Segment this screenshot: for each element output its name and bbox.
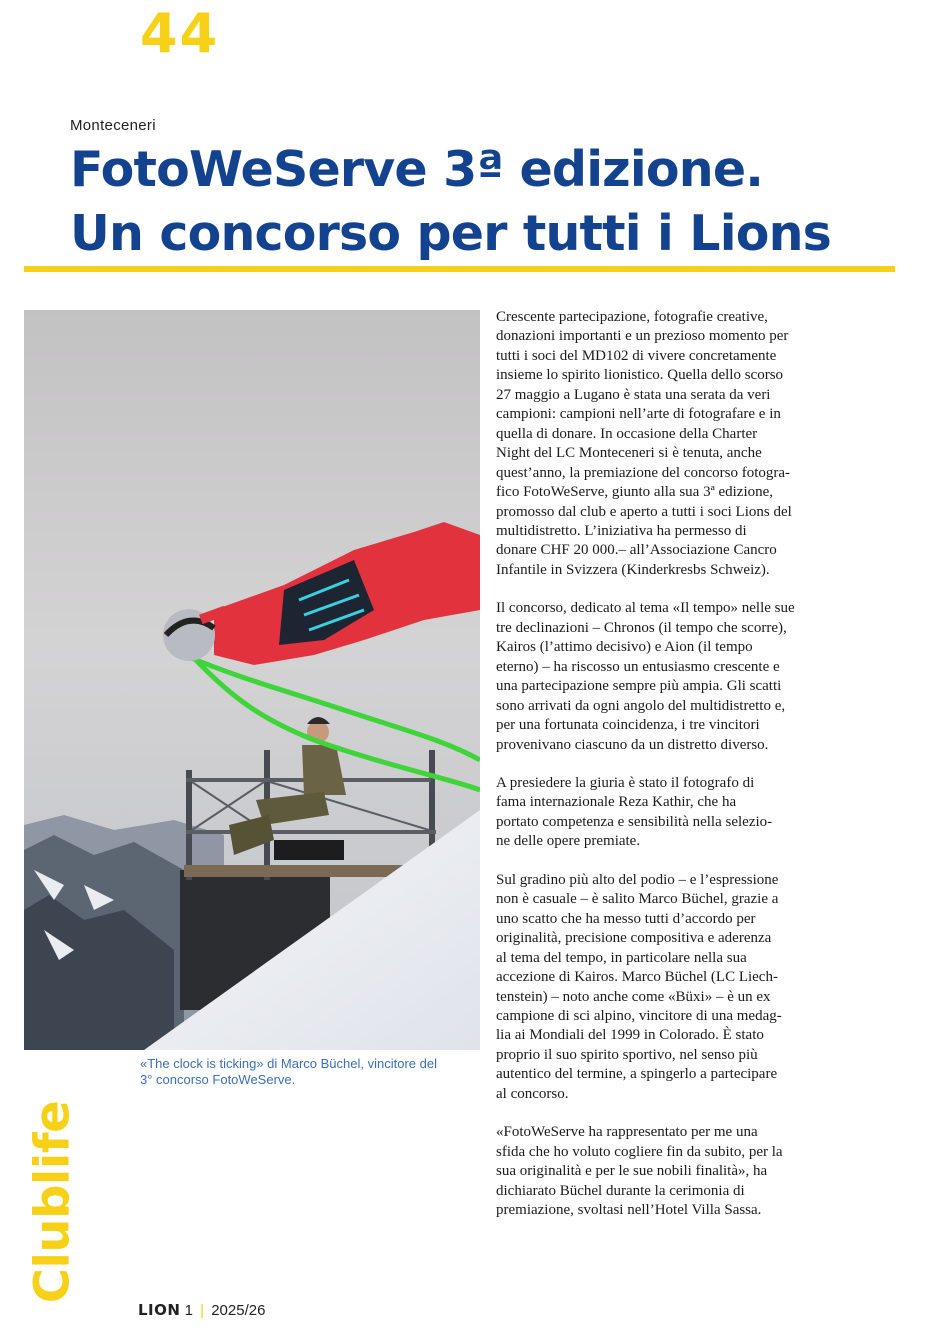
paragraph-line: tutti i soci del MD102 di vivere concretamente [496,347,777,364]
paragraph-line: fama internazionale Reza Kathir, che ha [496,794,737,811]
paragraph-line: portato competenza e sensibilità nella selezio- [496,813,773,830]
paragraph-line: Il concorso, dedicato al tema «Il tempo» nelle sue [496,600,795,617]
article-photo [24,310,480,1050]
paragraph-line: lia ai Mondiali del 1999 in Colorado. È stato [496,1027,764,1044]
paragraph-line: sua originalità e per le sue nobili finalità», ha [496,1163,768,1180]
paragraph-line: Sul gradino più alto del podio – e l’espressione [496,871,779,888]
paragraph-line: uno scatto che ha messo tutti d’accordo per [496,910,756,927]
paragraph-line: multidistretto. L’iniziativa ha permesso di [496,522,747,539]
article-paragraph [496,871,856,1104]
paragraph-line: provenivano ciascuno da un distretto diverso. [496,736,769,753]
paragraph-line: campioni: campioni nell’arte di fotografare e in [496,406,781,423]
photo-caption [140,1056,480,1088]
paragraph-line: tre declinazioni – Chronos (il tempo che scorre), [496,619,787,636]
paragraph-line: autentico del termine, a spingerlo a partecipare [496,1066,778,1083]
page-footer [138,1301,265,1319]
section-label-text: Clublife [24,1100,80,1304]
headline-line: Un concorso per tutti i Lions [70,205,832,262]
paragraph-line: Night del LC Monteceneri si è tenuta, anche [496,445,762,462]
footer-separator: | [200,1302,205,1319]
article-headline [70,138,930,266]
paragraph-line: premiazione, svoltasi nell’Hotel Villa Sassa. [496,1202,762,1219]
section-label [22,1085,82,1319]
paragraph-line: al tema del tempo, in particolare nella sua [496,949,747,966]
paragraph-line: promosso dal club e aperto a tutti i soci Lions del [496,503,792,520]
page-number: 44 [140,2,220,65]
paragraph-line: Kairos (l’attimo decisivo) e Aion (il tempo [496,639,753,656]
article-paragraph [496,308,856,580]
caption-line: «The clock is ticking» di Marco Büchel, vincitore del [140,1056,437,1071]
paragraph-line: per una fortunata coincidenza, i tre vincitori [496,717,760,734]
paragraph-line: quest’anno, la premiazione del concorso fotogra- [496,464,791,481]
paragraph-line: accezione di Kairos. Marco Büchel (LC Liech- [496,969,778,986]
paragraph-line: quella di donare. In occasione della Charter [496,425,758,442]
paragraph-line: eterno) – ha riscosso un entusiasmo crescente e [496,658,780,675]
issue-number: 1 [184,1302,193,1319]
magazine-brand: LION [138,1301,181,1319]
article-body [496,308,856,1239]
paragraph-line: ne delle opere premiate. [496,833,641,850]
article-paragraph [496,774,856,852]
paragraph-line: originalità, precisione compositiva e aderenza [496,930,772,947]
article-paragraph [496,1123,856,1220]
paragraph-line: sfida che ho voluto cogliere fin da subito, per la [496,1143,783,1160]
paragraph-line: campione di sci alpino, vincitore di una medag- [496,1007,782,1024]
paragraph-line: una partecipazione sempre più ampia. Gli scatti [496,678,782,695]
article-paragraph [496,599,856,755]
paragraph-line: Infantile in Svizzera (Kinderkresbs Schweiz). [496,561,770,578]
paragraph-line: insieme lo spirito lionistico. Quella dello scorso [496,367,784,384]
paragraph-line: 27 maggio a Lugano è stata una serata da veri [496,386,771,403]
paragraph-line: donazioni importanti e un prezioso momento per [496,328,789,345]
paragraph-line: Crescente partecipazione, fotografie creative, [496,309,768,325]
paragraph-line: dichiarato Büchel durante la cerimonia di [496,1182,745,1199]
caption-line: 3° concorso FotoWeServe. [140,1072,296,1087]
paragraph-line: tenstein) – noto anche come «Büxi» – è un ex [496,988,771,1005]
paragraph-line: A presiedere la giuria è stato il fotografo di [496,774,755,791]
paragraph-line: fico FotoWeServe, giunto alla sua 3ª edizione, [496,484,774,501]
paragraph-line: proprio il suo spirito sportivo, nel senso più [496,1046,758,1063]
headline-line: FotoWeServe 3ª edizione. [70,141,764,198]
headline-divider [24,266,895,272]
paragraph-line: non è casuale – è salito Marco Büchel, grazie a [496,891,779,908]
paragraph-line: al concorso. [496,1085,569,1102]
paragraph-line: sono arrivati da ogni angolo del multidistretto e, [496,697,786,714]
paragraph-line: donare CHF 20 000.– all’Associazione Cancro [496,542,777,559]
paragraph-line: «FotoWeServe ha rappresentato per me una [496,1124,758,1141]
issue-year: 2025/26 [211,1302,266,1319]
article-kicker: Monteceneri [70,117,156,134]
